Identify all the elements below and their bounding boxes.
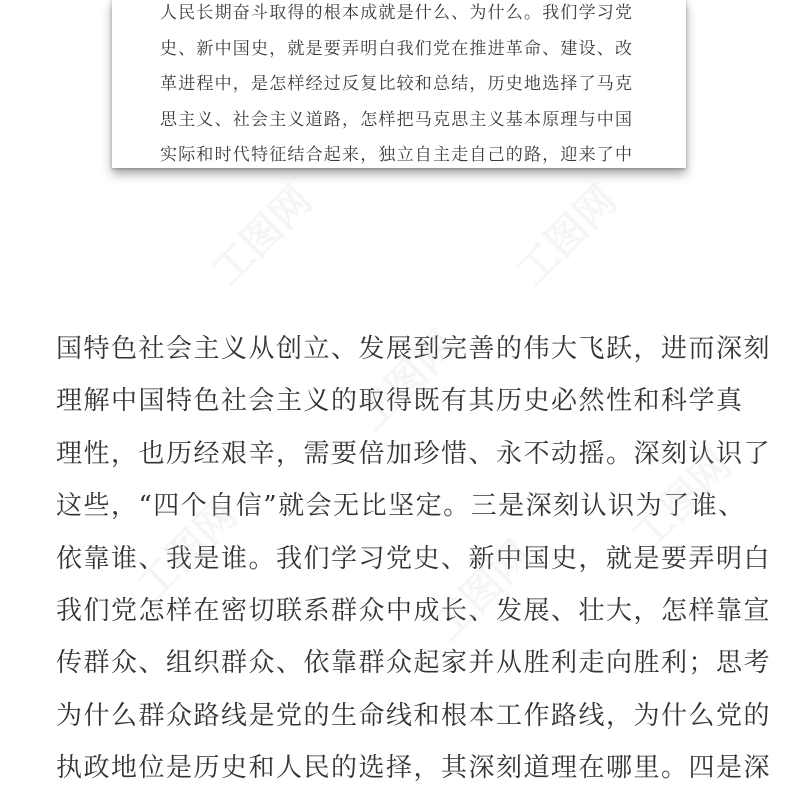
body-line: 理性，也历经艰辛，需要倍加珍惜、永不动摇。深刻认识了 bbox=[56, 438, 772, 469]
body-line: 理解中国特色社会主义的取得既有其历史必然性和科学真 bbox=[56, 386, 744, 417]
watermark: 工图网 bbox=[128, 492, 247, 610]
excerpt-line: 实际和时代特征结合起来，独立自主走自己的路，迎来了中 bbox=[160, 145, 634, 165]
excerpt-line: 史、新中国史，就是要弄明白我们党在推进革命、建设、改 bbox=[160, 38, 634, 59]
excerpt-card bbox=[112, 0, 686, 168]
body-line: 执政地位是历史和人民的选择，其深刻道理在哪里。四是深 bbox=[56, 753, 772, 784]
excerpt-line: 人民长期奋斗取得的根本成就是什么、为什么。我们学习党 bbox=[160, 3, 634, 23]
body-line: 我们党怎样在密切联系群众中成长、发展、壮大，怎样靠宣 bbox=[56, 595, 772, 626]
body-text bbox=[56, 323, 772, 795]
excerpt-line: 思主义、社会主义道路，怎样把马克思主义基本原理与中国 bbox=[160, 109, 634, 130]
body-line: 这些，“四个自信”就会无比坚定。三是深刻认识为了谁、 bbox=[56, 491, 746, 522]
watermark: 工图网 bbox=[203, 177, 322, 295]
watermark: 工图网 bbox=[508, 177, 627, 295]
watermark: 工图网 bbox=[423, 532, 542, 650]
watermark: 工图网 bbox=[623, 442, 742, 560]
body-line: 依靠谁、我是谁。我们学习党史、新中国史，就是要弄明白 bbox=[56, 543, 772, 574]
excerpt-text bbox=[160, 0, 660, 174]
body-line: 国特色社会主义从创立、发展到完善的伟大飞跃，进而深刻 bbox=[56, 334, 772, 364]
body-line: 传群众、组织群众、依靠群众起家并从胜利走向胜利；思考 bbox=[56, 648, 772, 679]
body-line: 为什么群众路线是党的生命线和根本工作路线，为什么党的 bbox=[56, 700, 772, 731]
watermark: 工图网 bbox=[348, 322, 467, 440]
excerpt-line: 革进程中，是怎样经过反复比较和总结，历史地选择了马克 bbox=[160, 74, 634, 94]
